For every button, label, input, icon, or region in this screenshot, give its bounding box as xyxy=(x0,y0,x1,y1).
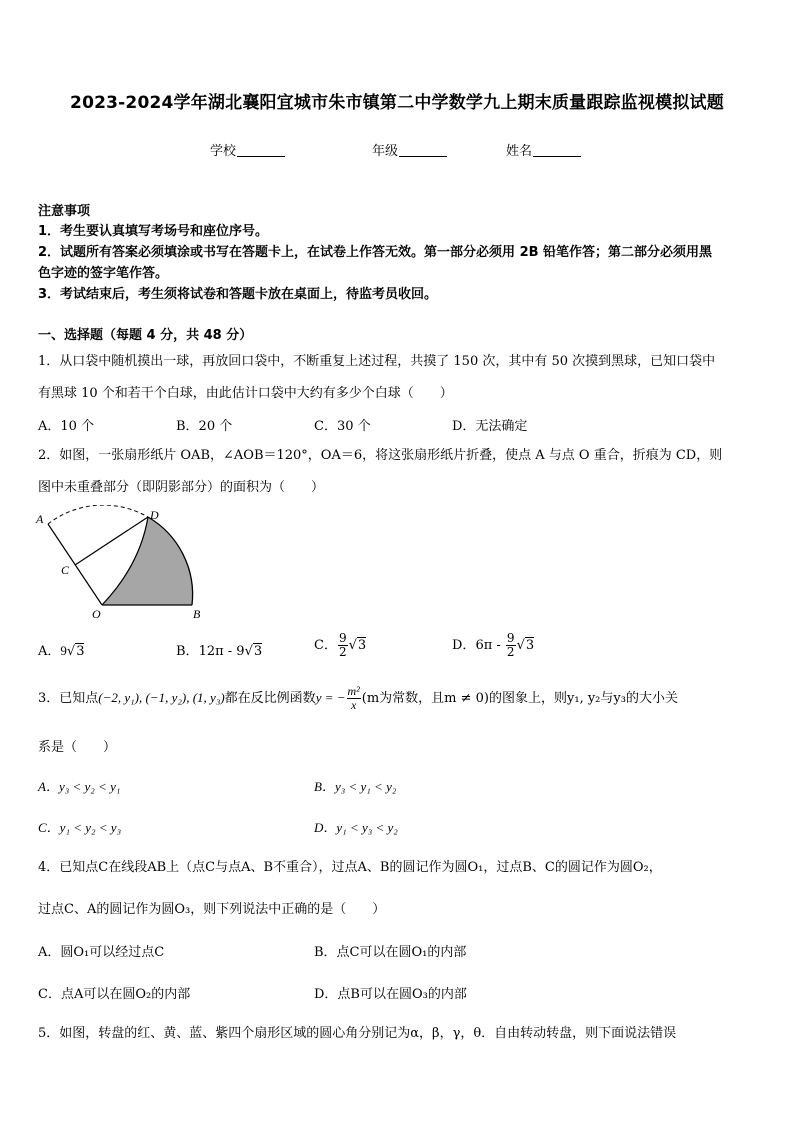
q2-line2: 图中未重叠部分（即阴影部分）的面积为（ ） xyxy=(38,480,325,495)
school-field xyxy=(210,140,285,159)
name-label: 姓名 xyxy=(506,144,533,159)
q4-option-c: C．点A可以在圆O₂的内部 xyxy=(38,987,191,1002)
q2-option-d: D．6π - $\frac{9}{2}$ √3 xyxy=(452,631,535,659)
exam-title: 2023-2024学年湖北襄阳宜城市朱市镇第二中学数学九上期末质量跟踪监视模拟试题 xyxy=(70,93,724,113)
q3-line1: 3．已知点(−2, y₁), (−1, y₂), (1, y₃)都在反比例函数y = − $\frac{\text{m²}}{x}$ (m为常数，且m ≠ 0)的图象上，则y₁, y₂与y₃的大小关 xyxy=(38,684,678,712)
q3-line2: 系是（ ） xyxy=(38,740,117,755)
q4-option-b: B．点C可以在圆O₁的内部 xyxy=(314,945,467,960)
sector-figure xyxy=(30,505,220,625)
name-field xyxy=(506,140,581,159)
label-o: O xyxy=(92,607,101,621)
label-d: D xyxy=(150,508,159,522)
label-a: A xyxy=(36,512,44,526)
school-label: 学校 xyxy=(210,144,237,159)
label-c: C xyxy=(61,563,70,577)
notice-item-2: 2．试题所有答案必须填涂或书写在答题卡上，在试卷上作答无效。第一部分必须用 2B 铅笔作答；第二部分必须用黑 xyxy=(38,245,713,260)
q1-option-b: B．20 个 xyxy=(176,419,233,434)
grade-blank xyxy=(399,144,447,157)
q3-option-a: A．y₃ < y₂ < y₁ xyxy=(38,779,121,794)
q2-option-c: C． $\frac{9}{2}$ √3 xyxy=(314,631,367,659)
q1-line2: 有黑球 10 个和若干个白球，由此估计口袋中大约有多少个白球（ ） xyxy=(38,386,453,401)
grade-field xyxy=(372,140,447,159)
notice-heading: 注意事项 xyxy=(38,204,91,219)
q4-option-d: D．点B可以在圆O₃的内部 xyxy=(314,987,467,1002)
q1-option-c: C．30 个 xyxy=(314,419,371,434)
q2-line1: 2．如图，一张扇形纸片 OAB，∠AOB＝120°，OA＝6，将这张扇形纸片折叠，使点 A 与点 O 重合，折痕为 CD，则 xyxy=(38,448,723,463)
q2-option-b: B．12π - 9√3 xyxy=(176,644,263,659)
notice-item-3: 3．考试结束后，考生须将试卷和答题卡放在桌面上，待监考员收回。 xyxy=(38,287,438,302)
school-blank xyxy=(237,144,285,157)
q1-option-a: A．10 个 xyxy=(38,419,95,434)
q1-line1: 1．从口袋中随机摸出一球，再放回口袋中，不断重复上述过程，共摸了 150 次，其中有 50 次摸到黑球，已知口袋中 xyxy=(38,354,716,369)
shaded-region xyxy=(102,517,193,605)
q3-option-d: D．y₁ < y₃ < y₂ xyxy=(314,820,398,835)
name-blank xyxy=(533,144,581,157)
q4-option-a: A．圆O₁可以经过点C xyxy=(38,945,165,960)
notice-item-1: 1．考生要认真填写考场号和座位序号。 xyxy=(38,224,269,239)
q1-option-d: D．无法确定 xyxy=(452,419,528,434)
q3-option-b: B．y₃ < y₁ < y₂ xyxy=(314,779,397,794)
q5-line1: 5．如图，转盘的红、黄、蓝、紫四个扇形区域的圆心角分别记为α，β，γ，θ．自由转动转盘，则下面说法错误 xyxy=(38,1026,677,1041)
q4-line1: 4．已知点C在线段AB上（点C与点A、B不重合），过点A、B的圆记作为圆O₁，过点B、C的圆记作为圆O₂， xyxy=(38,860,662,875)
section-heading: 一、选择题（每题 4 分，共 48 分） xyxy=(38,328,253,343)
q3-option-c: C．y₁ < y₂ < y₃ xyxy=(38,820,122,835)
dashed-arc xyxy=(48,505,148,524)
label-b: B xyxy=(193,607,201,621)
notice-item-2-cont: 色字迹的签字笔作答。 xyxy=(38,266,169,281)
q2-option-a: A．9√3 xyxy=(38,643,85,659)
grade-label: 年级 xyxy=(372,144,399,159)
q4-line2: 过点C、A的圆记作为圆O₃，则下列说法中正确的是（ ） xyxy=(38,902,386,917)
